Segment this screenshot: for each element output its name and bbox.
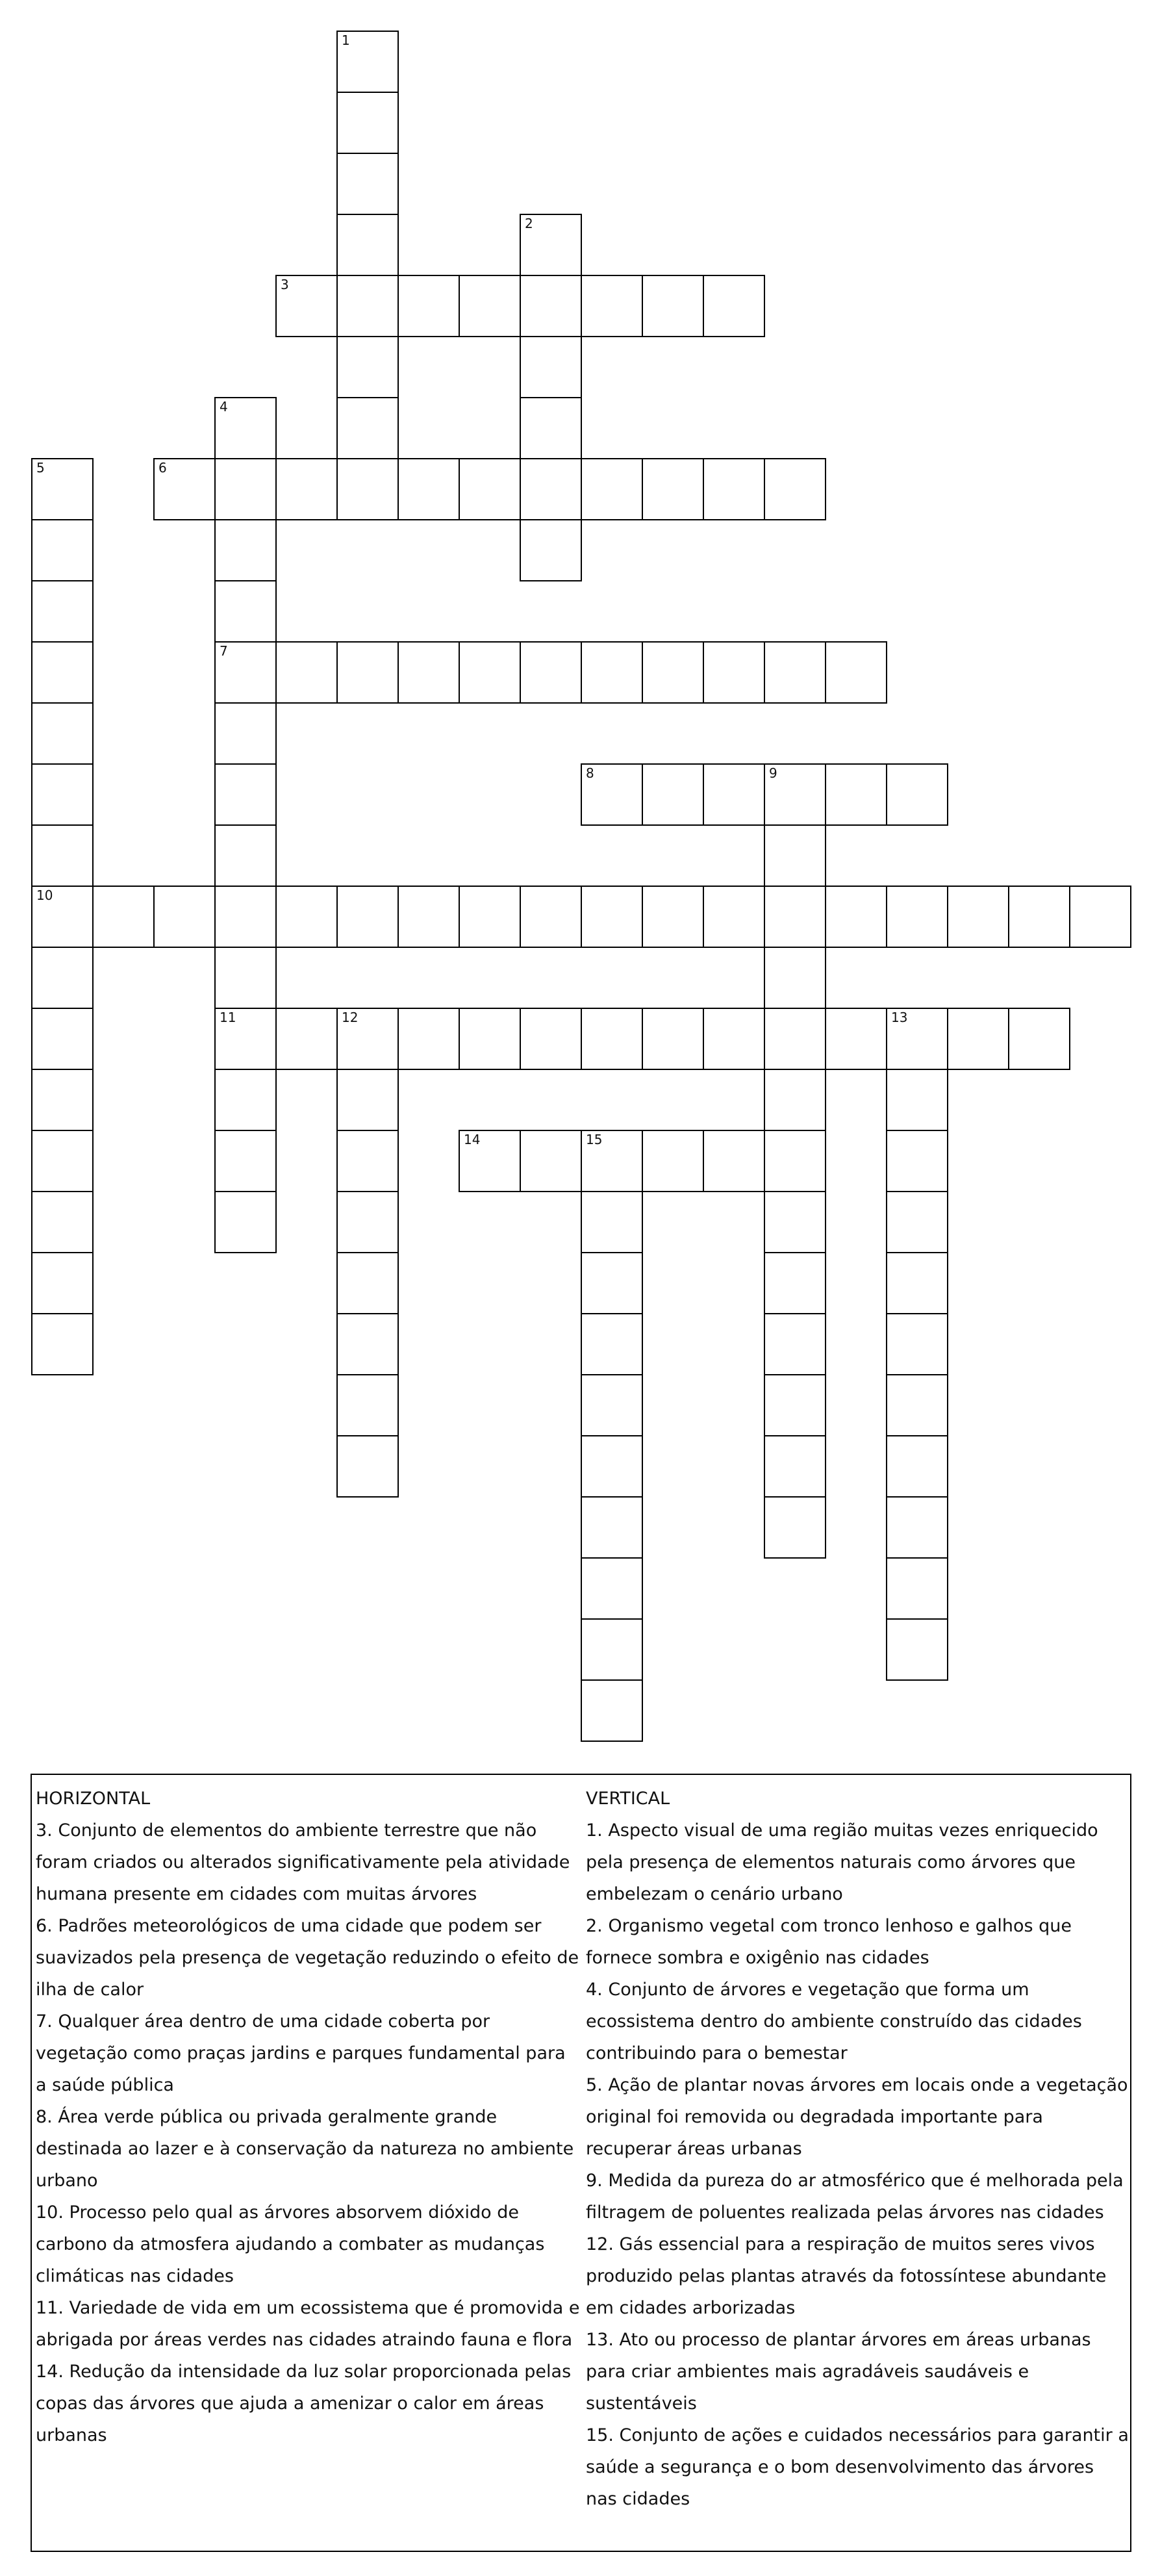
down-clue-15: 15. Conjunto de ações e cuidados necessários para garantir a saúde a segurança e o bom desenvolvimento das árvores nas cidades <box>586 2425 1129 2509</box>
grid-cell[interactable] <box>275 458 338 520</box>
grid-cell[interactable] <box>336 1069 399 1131</box>
clue-number: 14 <box>464 1132 481 1147</box>
grid-cell[interactable] <box>520 641 582 704</box>
across-clue-6: 6. Padrões meteorológicos de uma cidade que podem ser suavizados pela presença de vegetação reduzindo o efeito de ilha de calor <box>36 1916 579 2000</box>
grid-cell[interactable] <box>703 275 765 337</box>
grid-cell[interactable] <box>214 458 277 520</box>
grid-cell[interactable] <box>581 1496 643 1559</box>
grid-cell[interactable] <box>520 1130 582 1192</box>
grid-cell[interactable] <box>886 1069 948 1131</box>
across-clue-3: 3. Conjunto de elementos do ambiente terrestre que não foram criados ou alterados significativamente pela atividade humana presente em cidades com muitas árvores <box>36 1820 570 1904</box>
grid-cell[interactable] <box>92 886 155 948</box>
grid-cell[interactable] <box>214 824 277 887</box>
grid-cell[interactable] <box>581 1008 643 1070</box>
grid-cell[interactable] <box>336 1252 399 1314</box>
grid-cell[interactable] <box>581 1252 643 1314</box>
grid-cell[interactable] <box>764 886 826 948</box>
grid-cell[interactable] <box>31 824 94 887</box>
grid-cell[interactable] <box>1008 1008 1070 1070</box>
grid-cell-10[interactable] <box>31 886 94 948</box>
grid-cell-3[interactable] <box>275 275 338 337</box>
grid-cell[interactable] <box>947 886 1009 948</box>
grid-cell[interactable] <box>764 1496 826 1559</box>
down-clue-9: 9. Medida da pureza do ar atmosférico que é melhorada pela filtragem de poluentes realizada pelas árvores nas cidades <box>586 2171 1124 2223</box>
grid-cell[interactable] <box>764 641 826 704</box>
grid-cell[interactable] <box>336 1130 399 1192</box>
grid-cell[interactable] <box>764 1313 826 1375</box>
grid-cell[interactable] <box>520 336 582 398</box>
clues-box <box>31 1774 1131 2552</box>
grid-cell[interactable] <box>642 1008 704 1070</box>
grid-cell[interactable] <box>459 1008 521 1070</box>
grid-cell[interactable] <box>581 1313 643 1375</box>
down-clue-5: 5. Ação de plantar novas árvores em locais onde a vegetação original foi removida ou degradada importante para recuperar áreas urbanas <box>586 2075 1128 2159</box>
grid-cell[interactable] <box>459 458 521 520</box>
across-clue-8: 8. Área verde pública ou privada geralmente grande destinada ao lazer e à conservação da natureza no ambiente urbano <box>36 2107 574 2191</box>
grid-cell[interactable] <box>581 275 643 337</box>
grid-cell[interactable] <box>336 92 399 154</box>
down-clue-2: 2. Organismo vegetal com tronco lenhoso e galhos que fornece sombra e oxigênio nas cidades <box>586 1916 1072 1968</box>
grid-cell[interactable] <box>336 458 399 520</box>
grid-cell[interactable] <box>886 1618 948 1681</box>
grid-cell-1[interactable] <box>336 31 399 93</box>
grid-cell-2[interactable] <box>520 214 582 276</box>
grid-cell[interactable] <box>581 641 643 704</box>
grid-cell[interactable] <box>764 947 826 1009</box>
grid-cell[interactable] <box>397 641 460 704</box>
grid-cell[interactable] <box>31 1191 94 1253</box>
grid-cell[interactable] <box>336 886 399 948</box>
across-clue-7: 7. Qualquer área dentro de uma cidade coberta por vegetação como praças jardins e parques fundamental para a saúde pública <box>36 2011 566 2095</box>
clue-number: 6 <box>158 460 167 476</box>
grid-cell[interactable] <box>397 275 460 337</box>
grid-cell[interactable] <box>31 1069 94 1131</box>
grid-cell[interactable] <box>886 1191 948 1253</box>
grid-cell[interactable] <box>214 763 277 826</box>
across-clue-10: 10. Processo pelo qual as árvores absorvem dióxido de carbono da atmosfera ajudando a combater as mudanças climáticas nas cidades <box>36 2202 545 2286</box>
grid-cell[interactable] <box>581 1191 643 1253</box>
clue-number: 15 <box>586 1132 603 1147</box>
clue-number: 12 <box>342 1010 359 1025</box>
grid-cell[interactable] <box>214 886 277 948</box>
grid-cell[interactable] <box>336 397 399 459</box>
grid-cell[interactable] <box>886 1313 948 1375</box>
grid-cell-6[interactable] <box>153 458 216 520</box>
grid-cell[interactable] <box>459 275 521 337</box>
grid-cell[interactable] <box>336 1313 399 1375</box>
down-clue-1: 1. Aspecto visual de uma região muitas vezes enriquecido pela presença de elementos naturais como árvores que embelezam o cenário urbano <box>586 1820 1098 1904</box>
grid-cell[interactable] <box>703 886 765 948</box>
grid-cell-4[interactable] <box>214 397 277 459</box>
grid-cell[interactable] <box>886 1435 948 1498</box>
grid-cell[interactable] <box>520 397 582 459</box>
grid-cell[interactable] <box>214 580 277 643</box>
grid-cell-14[interactable] <box>459 1130 521 1192</box>
grid-cell[interactable] <box>336 1374 399 1436</box>
grid-cell[interactable] <box>336 641 399 704</box>
grid-cell[interactable] <box>31 1008 94 1070</box>
grid-cell[interactable] <box>153 886 216 948</box>
grid-cell[interactable] <box>764 1130 826 1192</box>
clue-number: 5 <box>36 460 45 476</box>
grid-cell[interactable] <box>275 886 338 948</box>
clue-number: 8 <box>586 765 594 781</box>
grid-cell[interactable] <box>275 1008 338 1070</box>
grid-cell[interactable] <box>764 1191 826 1253</box>
clue-number: 4 <box>220 399 228 414</box>
across-clue-11: 11. Variedade de vida em um ecossistema que é promovida e abrigada por áreas verdes nas cidades atraindo fauna e flora <box>36 2298 580 2350</box>
grid-cell[interactable] <box>642 275 704 337</box>
grid-cell-12[interactable] <box>336 1008 399 1070</box>
clue-number: 7 <box>220 643 228 659</box>
grid-cell[interactable] <box>275 641 338 704</box>
grid-cell[interactable] <box>31 519 94 581</box>
grid-cell[interactable] <box>581 886 643 948</box>
grid-cell[interactable] <box>764 1069 826 1131</box>
grid-cell[interactable] <box>214 1069 277 1131</box>
grid-cell[interactable] <box>520 1008 582 1070</box>
clue-number: 1 <box>342 32 350 48</box>
grid-cell[interactable] <box>214 1191 277 1253</box>
grid-cell[interactable] <box>642 1130 704 1192</box>
grid-cell[interactable] <box>825 1008 887 1070</box>
grid-cell[interactable] <box>886 1374 948 1436</box>
grid-cell[interactable] <box>703 458 765 520</box>
clue-number: 13 <box>891 1010 908 1025</box>
grid-cell[interactable] <box>31 947 94 1009</box>
grid-cell[interactable] <box>214 947 277 1009</box>
grid-cell[interactable] <box>214 1130 277 1192</box>
grid-cell[interactable] <box>336 1435 399 1498</box>
grid-cell[interactable] <box>642 641 704 704</box>
horizontal-heading: HORIZONTAL <box>36 1789 151 1809</box>
grid-cell[interactable] <box>581 1435 643 1498</box>
grid-cell[interactable] <box>336 275 399 337</box>
down-clue-13: 13. Ato ou processo de plantar árvores em áreas urbanas para criar ambientes mais agradáveis saudáveis e sustentáveis <box>586 2330 1091 2414</box>
grid-cell[interactable] <box>642 763 704 826</box>
down-clues <box>586 1783 1130 2515</box>
grid-cell-15[interactable] <box>581 1130 643 1192</box>
grid-cell[interactable] <box>1008 886 1070 948</box>
grid-cell[interactable] <box>947 1008 1009 1070</box>
clue-number: 10 <box>36 887 53 903</box>
grid-cell[interactable] <box>520 519 582 581</box>
grid-cell[interactable] <box>336 214 399 276</box>
grid-cell[interactable] <box>520 275 582 337</box>
grid-cell-11[interactable] <box>214 1008 277 1070</box>
grid-cell[interactable] <box>886 763 948 826</box>
grid-cell[interactable] <box>31 1252 94 1314</box>
grid-cell[interactable] <box>764 1252 826 1314</box>
grid-cell[interactable] <box>397 458 460 520</box>
grid-cell-9[interactable] <box>764 763 826 826</box>
grid-cell[interactable] <box>703 1130 765 1192</box>
across-clue-14: 14. Redução da intensidade da luz solar proporcionada pelas copas das árvores que ajuda a amenizar o calor em áreas urbanas <box>36 2362 572 2445</box>
grid-cell[interactable] <box>581 1374 643 1436</box>
grid-cell[interactable] <box>825 886 887 948</box>
grid-cell[interactable] <box>581 1618 643 1681</box>
grid-cell[interactable] <box>397 886 460 948</box>
clue-number: 9 <box>769 765 777 781</box>
grid-cell[interactable] <box>520 886 582 948</box>
grid-cell-13[interactable] <box>886 1008 948 1070</box>
grid-cell[interactable] <box>703 1008 765 1070</box>
grid-cell[interactable] <box>764 1435 826 1498</box>
grid-cell[interactable] <box>703 641 765 704</box>
grid-cell[interactable] <box>1069 886 1131 948</box>
grid-cell[interactable] <box>459 886 521 948</box>
grid-cell[interactable] <box>31 580 94 643</box>
grid-cell[interactable] <box>31 763 94 826</box>
grid-cell[interactable] <box>31 1130 94 1192</box>
grid-cell[interactable] <box>886 1557 948 1620</box>
down-clue-4: 4. Conjunto de árvores e vegetação que forma um ecossistema dentro do ambiente construído das cidades contribuindo para o bemestar <box>586 1980 1082 2063</box>
grid-cell[interactable] <box>397 1008 460 1070</box>
clue-number: 2 <box>525 216 533 231</box>
grid-cell[interactable] <box>31 702 94 765</box>
grid-cell[interactable] <box>886 1496 948 1559</box>
grid-cell-8[interactable] <box>581 763 643 826</box>
grid-cell[interactable] <box>642 886 704 948</box>
clue-number: 3 <box>281 277 289 292</box>
grid-cell[interactable] <box>764 824 826 887</box>
grid-cell[interactable] <box>886 1130 948 1192</box>
grid-cell[interactable] <box>459 641 521 704</box>
grid-cell[interactable] <box>581 1557 643 1620</box>
grid-cell[interactable] <box>214 519 277 581</box>
grid-cell[interactable] <box>703 763 765 826</box>
clue-number: 11 <box>220 1010 236 1025</box>
grid-cell[interactable] <box>825 763 887 826</box>
grid-cell[interactable] <box>336 336 399 398</box>
grid-cell[interactable] <box>764 458 826 520</box>
grid-cell[interactable] <box>886 1252 948 1314</box>
grid-cell[interactable] <box>520 458 582 520</box>
grid-cell[interactable] <box>336 1191 399 1253</box>
grid-cell[interactable] <box>336 153 399 215</box>
vertical-heading: VERTICAL <box>586 1789 670 1809</box>
grid-cell[interactable] <box>31 641 94 704</box>
grid-cell[interactable] <box>764 1008 826 1070</box>
grid-cell[interactable] <box>642 458 704 520</box>
grid-cell[interactable] <box>214 702 277 765</box>
grid-cell[interactable] <box>581 458 643 520</box>
across-clues <box>36 1783 581 2451</box>
grid-cell[interactable] <box>764 1374 826 1436</box>
grid-cell-7[interactable] <box>214 641 277 704</box>
grid-cell[interactable] <box>886 886 948 948</box>
down-clue-12: 12. Gás essencial para a respiração de muitos seres vivos produzido pelas plantas através da fotossíntese abundante em cidades arborizadas <box>586 2234 1107 2318</box>
grid-cell[interactable] <box>581 1679 643 1742</box>
grid-cell-5[interactable] <box>31 458 94 520</box>
grid-cell[interactable] <box>825 641 887 704</box>
grid-cell[interactable] <box>31 1313 94 1375</box>
